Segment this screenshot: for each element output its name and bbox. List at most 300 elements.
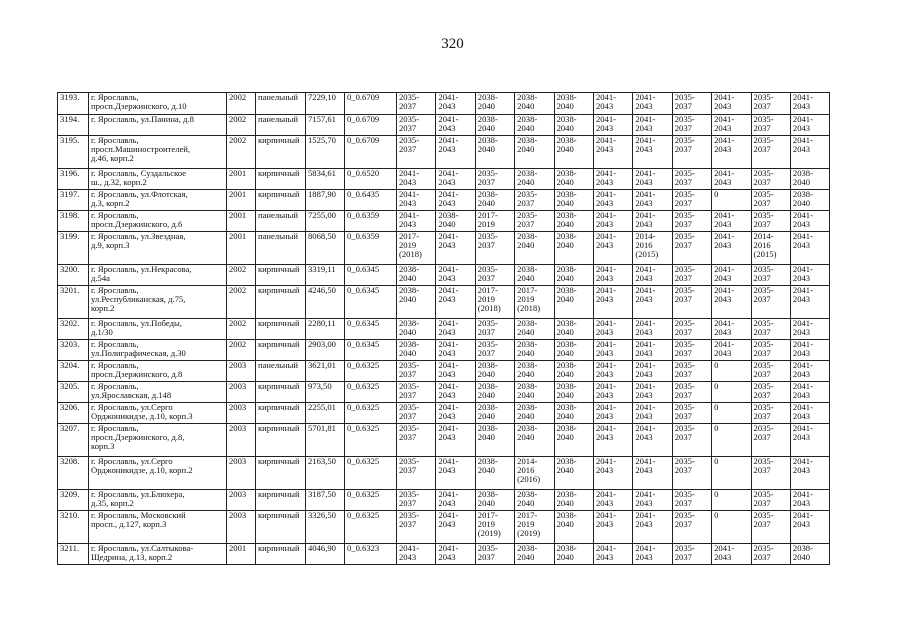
row-number-cell: 3200. (58, 265, 89, 286)
wall-material-cell: кирпичный (256, 457, 306, 490)
period-cell: 2041- 2043 (790, 286, 829, 319)
period-cell: 2041- 2043 (712, 169, 751, 190)
table-row (58, 361, 830, 382)
period-cell: 2038- 2040 (397, 265, 436, 286)
period-cell: 2038- 2040 (515, 232, 554, 265)
period-cell: 2038- 2040 (515, 403, 554, 424)
period-cell: 2035- 2037 (397, 511, 436, 544)
table-row (58, 190, 830, 211)
period-cell: 2035- 2037 (751, 265, 790, 286)
period-cell: 2041- 2043 (593, 424, 632, 457)
wall-material-cell: панельный (256, 232, 306, 265)
period-cell: 2041- 2043 (436, 403, 475, 424)
area-cell: 4246,50 (306, 286, 345, 319)
period-cell: 2041- 2043 (436, 319, 475, 340)
period-cell: 2041- 2043 (633, 382, 672, 403)
year-cell: 2003 (227, 490, 256, 511)
period-cell: 0 (712, 457, 751, 490)
address-cell: г. Ярославль, просп.Дзержинского, д.10 (89, 93, 227, 115)
period-cell: 2035- 2037 (672, 457, 711, 490)
period-cell: 2035- 2037 (751, 286, 790, 319)
address-cell: г. Ярославль, ул.Республиканская, д.75, корп.2 (89, 286, 227, 319)
address-cell: г. Ярославль, Суздальское ш., д.32, корп.2 (89, 169, 227, 190)
table-row (58, 490, 830, 511)
area-cell: 2903,00 (306, 340, 345, 361)
period-cell: 2041- 2043 (790, 136, 829, 169)
coefficient-cell: 0_0.6345 (345, 319, 397, 340)
wall-material-cell: кирпичный (256, 403, 306, 424)
period-cell: 2038- 2040 (515, 382, 554, 403)
period-cell: 2035- 2037 (751, 340, 790, 361)
area-cell: 3319,11 (306, 265, 345, 286)
period-cell: 2038- 2040 (515, 544, 554, 565)
period-cell: 2041- 2043 (436, 136, 475, 169)
housing-registry-table (57, 92, 830, 565)
area-cell: 7255,00 (306, 211, 345, 232)
period-cell: 2035- 2037 (672, 136, 711, 169)
table-row (58, 382, 830, 403)
period-cell: 2035- 2037 (672, 115, 711, 136)
period-cell: 2035- 2037 (397, 403, 436, 424)
period-cell: 2041- 2043 (436, 424, 475, 457)
period-cell: 2041- 2043 (790, 115, 829, 136)
period-cell: 2035- 2037 (475, 169, 514, 190)
period-cell: 2017- 2019 (2018) (397, 232, 436, 265)
period-cell: 2041- 2043 (397, 544, 436, 565)
period-cell: 2035- 2037 (672, 93, 711, 115)
period-cell: 2041- 2043 (633, 340, 672, 361)
row-number-cell: 3209. (58, 490, 89, 511)
row-number-cell: 3203. (58, 340, 89, 361)
period-cell: 2035- 2037 (751, 457, 790, 490)
area-cell: 973,50 (306, 382, 345, 403)
address-cell: г. Ярославль, просп.Машиностроителей, д.46, корп.2 (89, 136, 227, 169)
period-cell: 2014- 2016 (2016) (515, 457, 554, 490)
row-number-cell: 3202. (58, 319, 89, 340)
address-cell: г. Ярославль, ул.Серго Орджоникидзе, д.10, корп.3 (89, 403, 227, 424)
period-cell: 2041- 2043 (790, 403, 829, 424)
period-cell: 2035- 2037 (475, 319, 514, 340)
period-cell: 2041- 2043 (633, 403, 672, 424)
address-cell: г. Ярославль, просп.Дзержинского, д.8, корп.3 (89, 424, 227, 457)
area-cell: 1525,70 (306, 136, 345, 169)
year-cell: 2002 (227, 340, 256, 361)
period-cell: 0 (712, 403, 751, 424)
period-cell: 2041- 2043 (633, 93, 672, 115)
period-cell: 2038- 2040 (475, 136, 514, 169)
period-cell: 2035- 2037 (397, 136, 436, 169)
period-cell: 2041- 2043 (436, 544, 475, 565)
period-cell: 2041- 2043 (436, 190, 475, 211)
wall-material-cell: кирпичный (256, 319, 306, 340)
period-cell: 2041- 2043 (633, 457, 672, 490)
row-number-cell: 3194. (58, 115, 89, 136)
period-cell: 2041- 2043 (593, 265, 632, 286)
period-cell: 0 (712, 190, 751, 211)
area-cell: 7157,61 (306, 115, 345, 136)
period-cell: 2038- 2040 (554, 361, 593, 382)
area-cell: 5701,81 (306, 424, 345, 457)
period-cell: 2035- 2037 (751, 211, 790, 232)
period-cell: 2038- 2040 (515, 424, 554, 457)
year-cell: 2002 (227, 136, 256, 169)
period-cell: 2041- 2043 (790, 382, 829, 403)
year-cell: 2001 (227, 169, 256, 190)
coefficient-cell: 0_0.6520 (345, 169, 397, 190)
period-cell: 2041- 2043 (436, 511, 475, 544)
period-cell: 2041- 2043 (790, 361, 829, 382)
row-number-cell: 3197. (58, 190, 89, 211)
area-cell: 2163,50 (306, 457, 345, 490)
period-cell: 2038- 2040 (475, 424, 514, 457)
period-cell: 2041- 2043 (790, 319, 829, 340)
wall-material-cell: кирпичный (256, 382, 306, 403)
coefficient-cell: 0_0.6325 (345, 403, 397, 424)
period-cell: 2038- 2040 (475, 403, 514, 424)
period-cell: 2038- 2040 (475, 190, 514, 211)
row-number-cell: 3199. (58, 232, 89, 265)
area-cell: 7229,10 (306, 93, 345, 115)
row-number-cell: 3195. (58, 136, 89, 169)
row-number-cell: 3210. (58, 511, 89, 544)
period-cell: 2035- 2037 (751, 544, 790, 565)
period-cell: 0 (712, 382, 751, 403)
period-cell: 2017- 2019 (2018) (515, 286, 554, 319)
period-cell: 2041- 2043 (633, 286, 672, 319)
wall-material-cell: кирпичный (256, 136, 306, 169)
period-cell: 2038- 2040 (515, 490, 554, 511)
period-cell: 2035- 2037 (397, 457, 436, 490)
row-number-cell: 3193. (58, 93, 89, 115)
period-cell: 2035- 2037 (672, 190, 711, 211)
row-number-cell: 3211. (58, 544, 89, 565)
address-cell: г. Ярославль, ул.Салтыкова- Щедрина, д.13, корп.2 (89, 544, 227, 565)
period-cell: 2041- 2043 (593, 115, 632, 136)
period-cell: 2041- 2043 (593, 232, 632, 265)
period-cell: 2041- 2043 (633, 115, 672, 136)
period-cell: 2041- 2043 (436, 382, 475, 403)
period-cell: 2038- 2040 (515, 115, 554, 136)
period-cell: 2041- 2043 (593, 382, 632, 403)
period-cell: 2041- 2043 (633, 169, 672, 190)
period-cell: 2035- 2037 (672, 361, 711, 382)
period-cell: 2041- 2043 (593, 403, 632, 424)
period-cell: 2038- 2040 (554, 211, 593, 232)
period-cell: 2038- 2040 (790, 544, 829, 565)
address-cell: г. Ярославль, ул.Некрасова, д.54а (89, 265, 227, 286)
table-row (58, 115, 830, 136)
period-cell: 2038- 2040 (515, 361, 554, 382)
period-cell: 2035- 2037 (672, 544, 711, 565)
coefficient-cell: 0_0.6345 (345, 265, 397, 286)
coefficient-cell: 0_0.6325 (345, 382, 397, 403)
period-cell: 2035- 2037 (397, 361, 436, 382)
period-cell: 2035- 2037 (672, 424, 711, 457)
table-row (58, 340, 830, 361)
period-cell: 2038- 2040 (515, 340, 554, 361)
period-cell: 2038- 2040 (554, 511, 593, 544)
table-row (58, 169, 830, 190)
period-cell: 2041- 2043 (593, 340, 632, 361)
table-row (58, 265, 830, 286)
period-cell: 2041- 2043 (712, 136, 751, 169)
period-cell: 2041- 2043 (436, 286, 475, 319)
period-cell: 2041- 2043 (593, 286, 632, 319)
period-cell: 2038- 2040 (554, 340, 593, 361)
period-cell: 2041- 2043 (633, 490, 672, 511)
period-cell: 2035- 2037 (672, 340, 711, 361)
period-cell: 2041- 2043 (436, 457, 475, 490)
period-cell: 2038- 2040 (554, 382, 593, 403)
period-cell: 2041- 2043 (633, 544, 672, 565)
coefficient-cell: 0_0.6323 (345, 544, 397, 565)
period-cell: 2035- 2037 (672, 265, 711, 286)
area-cell: 8068,50 (306, 232, 345, 265)
wall-material-cell: кирпичный (256, 190, 306, 211)
period-cell: 2035- 2037 (751, 403, 790, 424)
period-cell: 2041- 2043 (633, 211, 672, 232)
period-cell: 2038- 2040 (554, 319, 593, 340)
period-cell: 2035- 2037 (751, 382, 790, 403)
period-cell: 2014- 2016 (2015) (633, 232, 672, 265)
address-cell: г. Ярославль, ул.Полиграфическая, д.30 (89, 340, 227, 361)
wall-material-cell: кирпичный (256, 340, 306, 361)
period-cell: 2041- 2043 (593, 169, 632, 190)
period-cell: 2038- 2040 (515, 319, 554, 340)
table-row (58, 511, 830, 544)
period-cell: 2035- 2037 (672, 511, 711, 544)
period-cell: 2038- 2040 (554, 490, 593, 511)
wall-material-cell: панельный (256, 93, 306, 115)
period-cell: 2038- 2040 (475, 490, 514, 511)
period-cell: 2038- 2040 (515, 169, 554, 190)
period-cell: 2035- 2037 (751, 169, 790, 190)
coefficient-cell: 0_0.6709 (345, 93, 397, 115)
period-cell: 2035- 2037 (751, 490, 790, 511)
table-row (58, 232, 830, 265)
coefficient-cell: 0_0.6325 (345, 424, 397, 457)
row-number-cell: 3206. (58, 403, 89, 424)
period-cell: 0 (712, 490, 751, 511)
area-cell: 3621,01 (306, 361, 345, 382)
year-cell: 2003 (227, 511, 256, 544)
period-cell: 2038- 2040 (554, 286, 593, 319)
area-cell: 2280,11 (306, 319, 345, 340)
period-cell: 2041- 2043 (633, 319, 672, 340)
wall-material-cell: кирпичный (256, 490, 306, 511)
table-row (58, 319, 830, 340)
period-cell: 2014- 2016 (2015) (751, 232, 790, 265)
period-cell: 2041- 2043 (790, 511, 829, 544)
period-cell: 2017- 2019 (2018) (475, 286, 514, 319)
period-cell: 2041- 2043 (633, 136, 672, 169)
period-cell: 2041- 2043 (790, 211, 829, 232)
period-cell: 2041- 2043 (712, 544, 751, 565)
table-row (58, 136, 830, 169)
period-cell: 2038- 2040 (515, 93, 554, 115)
period-cell: 2038- 2040 (554, 403, 593, 424)
coefficient-cell: 0_0.6359 (345, 232, 397, 265)
coefficient-cell: 0_0.6325 (345, 361, 397, 382)
wall-material-cell: кирпичный (256, 265, 306, 286)
coefficient-cell: 0_0.6435 (345, 190, 397, 211)
period-cell: 2041- 2043 (790, 340, 829, 361)
period-cell: 2041- 2043 (712, 319, 751, 340)
coefficient-cell: 0_0.6325 (345, 457, 397, 490)
period-cell: 2035- 2037 (672, 403, 711, 424)
period-cell: 2035- 2037 (751, 115, 790, 136)
row-number-cell: 3205. (58, 382, 89, 403)
period-cell: 2041- 2043 (593, 511, 632, 544)
address-cell: г. Ярославль, ул.Звездная, д.9, корп.3 (89, 232, 227, 265)
coefficient-cell: 0_0.6359 (345, 211, 397, 232)
period-cell: 2041- 2043 (436, 340, 475, 361)
row-number-cell: 3208. (58, 457, 89, 490)
coefficient-cell: 0_0.6325 (345, 511, 397, 544)
period-cell: 2035- 2037 (751, 190, 790, 211)
period-cell: 2017- 2019 (2019) (475, 511, 514, 544)
wall-material-cell: панельный (256, 361, 306, 382)
address-cell: г. Ярославль, ул.Ярославская, д.148 (89, 382, 227, 403)
period-cell: 2041- 2043 (593, 544, 632, 565)
coefficient-cell: 0_0.6325 (345, 490, 397, 511)
period-cell: 2038- 2040 (475, 115, 514, 136)
address-cell: г. Ярославль, просп.Дзержинского, д.8 (89, 361, 227, 382)
period-cell: 2041- 2043 (593, 93, 632, 115)
period-cell: 2038- 2040 (554, 93, 593, 115)
period-cell: 2041- 2043 (397, 211, 436, 232)
year-cell: 2003 (227, 382, 256, 403)
coefficient-cell: 0_0.6709 (345, 115, 397, 136)
period-cell: 2041- 2043 (633, 511, 672, 544)
coefficient-cell: 0_0.6345 (345, 286, 397, 319)
period-cell: 2035- 2037 (672, 286, 711, 319)
period-cell: 0 (712, 511, 751, 544)
area-cell: 3187,50 (306, 490, 345, 511)
period-cell: 2038- 2040 (515, 265, 554, 286)
period-cell: 2041- 2043 (436, 169, 475, 190)
period-cell: 2035- 2037 (672, 490, 711, 511)
row-number-cell: 3204. (58, 361, 89, 382)
period-cell: 2035- 2037 (397, 424, 436, 457)
period-cell: 2041- 2043 (790, 93, 829, 115)
address-cell: г. Ярославль, ул.Панина, д.8 (89, 115, 227, 136)
period-cell: 2038- 2040 (554, 265, 593, 286)
period-cell: 2041- 2043 (397, 169, 436, 190)
period-cell: 2035- 2037 (672, 211, 711, 232)
period-cell: 2041- 2043 (397, 190, 436, 211)
wall-material-cell: кирпичный (256, 424, 306, 457)
year-cell: 2001 (227, 211, 256, 232)
period-cell: 2035- 2037 (397, 490, 436, 511)
period-cell: 2038- 2040 (554, 232, 593, 265)
period-cell: 2035- 2037 (751, 93, 790, 115)
year-cell: 2002 (227, 286, 256, 319)
wall-material-cell: панельный (256, 115, 306, 136)
period-cell: 2038- 2040 (554, 115, 593, 136)
period-cell: 2041- 2043 (790, 490, 829, 511)
period-cell: 2038- 2040 (475, 361, 514, 382)
row-number-cell: 3198. (58, 211, 89, 232)
period-cell: 2035- 2037 (397, 93, 436, 115)
period-cell: 2035- 2037 (475, 544, 514, 565)
period-cell: 2035- 2037 (751, 511, 790, 544)
period-cell: 2041- 2043 (712, 286, 751, 319)
year-cell: 2002 (227, 93, 256, 115)
address-cell: г. Ярославль, Московский просп., д.127, корп.3 (89, 511, 227, 544)
period-cell: 2038- 2040 (397, 319, 436, 340)
period-cell: 2041- 2043 (790, 424, 829, 457)
address-cell: г. Ярославль, просп.Дзержинского, д.6 (89, 211, 227, 232)
year-cell: 2002 (227, 319, 256, 340)
period-cell: 2017- 2019 (475, 211, 514, 232)
table-row (58, 424, 830, 457)
wall-material-cell: панельный (256, 211, 306, 232)
address-cell: г. Ярославль, ул.Флотская, д.3, корп.2 (89, 190, 227, 211)
wall-material-cell: кирпичный (256, 511, 306, 544)
period-cell: 2035- 2037 (397, 115, 436, 136)
period-cell: 2035- 2037 (751, 319, 790, 340)
area-cell: 5834,61 (306, 169, 345, 190)
period-cell: 2038- 2040 (475, 457, 514, 490)
period-cell: 2041- 2043 (790, 232, 829, 265)
year-cell: 2001 (227, 544, 256, 565)
period-cell: 2041- 2043 (436, 265, 475, 286)
period-cell: 2041- 2043 (593, 136, 632, 169)
period-cell: 2035- 2037 (475, 232, 514, 265)
address-cell: г. Ярославль, ул.Блюхера, д.35, корп.2 (89, 490, 227, 511)
period-cell: 2041- 2043 (436, 93, 475, 115)
period-cell: 2038- 2040 (554, 457, 593, 490)
coefficient-cell: 0_0.6709 (345, 136, 397, 169)
period-cell: 2035- 2037 (751, 424, 790, 457)
period-cell: 2041- 2043 (790, 457, 829, 490)
period-cell: 2041- 2043 (436, 115, 475, 136)
table-row (58, 286, 830, 319)
year-cell: 2003 (227, 403, 256, 424)
row-number-cell: 3196. (58, 169, 89, 190)
page-number: 320 (441, 36, 464, 52)
wall-material-cell: кирпичный (256, 544, 306, 565)
period-cell: 2035- 2037 (672, 232, 711, 265)
period-cell: 0 (712, 424, 751, 457)
address-cell: г. Ярославль, ул.Серго Орджоникидзе, д.10, корп.2 (89, 457, 227, 490)
period-cell: 2038- 2040 (554, 544, 593, 565)
year-cell: 2002 (227, 115, 256, 136)
period-cell: 2038- 2040 (436, 211, 475, 232)
year-cell: 2002 (227, 265, 256, 286)
year-cell: 2003 (227, 457, 256, 490)
period-cell: 2035- 2037 (751, 136, 790, 169)
row-number-cell: 3201. (58, 286, 89, 319)
year-cell: 2001 (227, 190, 256, 211)
area-cell: 2255,01 (306, 403, 345, 424)
period-cell: 2038- 2040 (790, 190, 829, 211)
period-cell: 2041- 2043 (712, 232, 751, 265)
wall-material-cell: кирпичный (256, 286, 306, 319)
period-cell: 2035- 2037 (515, 190, 554, 211)
period-cell: 2035- 2037 (672, 319, 711, 340)
period-cell: 2041- 2043 (593, 211, 632, 232)
period-cell: 2035- 2037 (751, 361, 790, 382)
table-row (58, 211, 830, 232)
period-cell: 2041- 2043 (633, 361, 672, 382)
wall-material-cell: кирпичный (256, 169, 306, 190)
period-cell: 2041- 2043 (633, 265, 672, 286)
period-cell: 2041- 2043 (633, 424, 672, 457)
period-cell: 2038- 2040 (397, 340, 436, 361)
period-cell: 2041- 2043 (593, 490, 632, 511)
